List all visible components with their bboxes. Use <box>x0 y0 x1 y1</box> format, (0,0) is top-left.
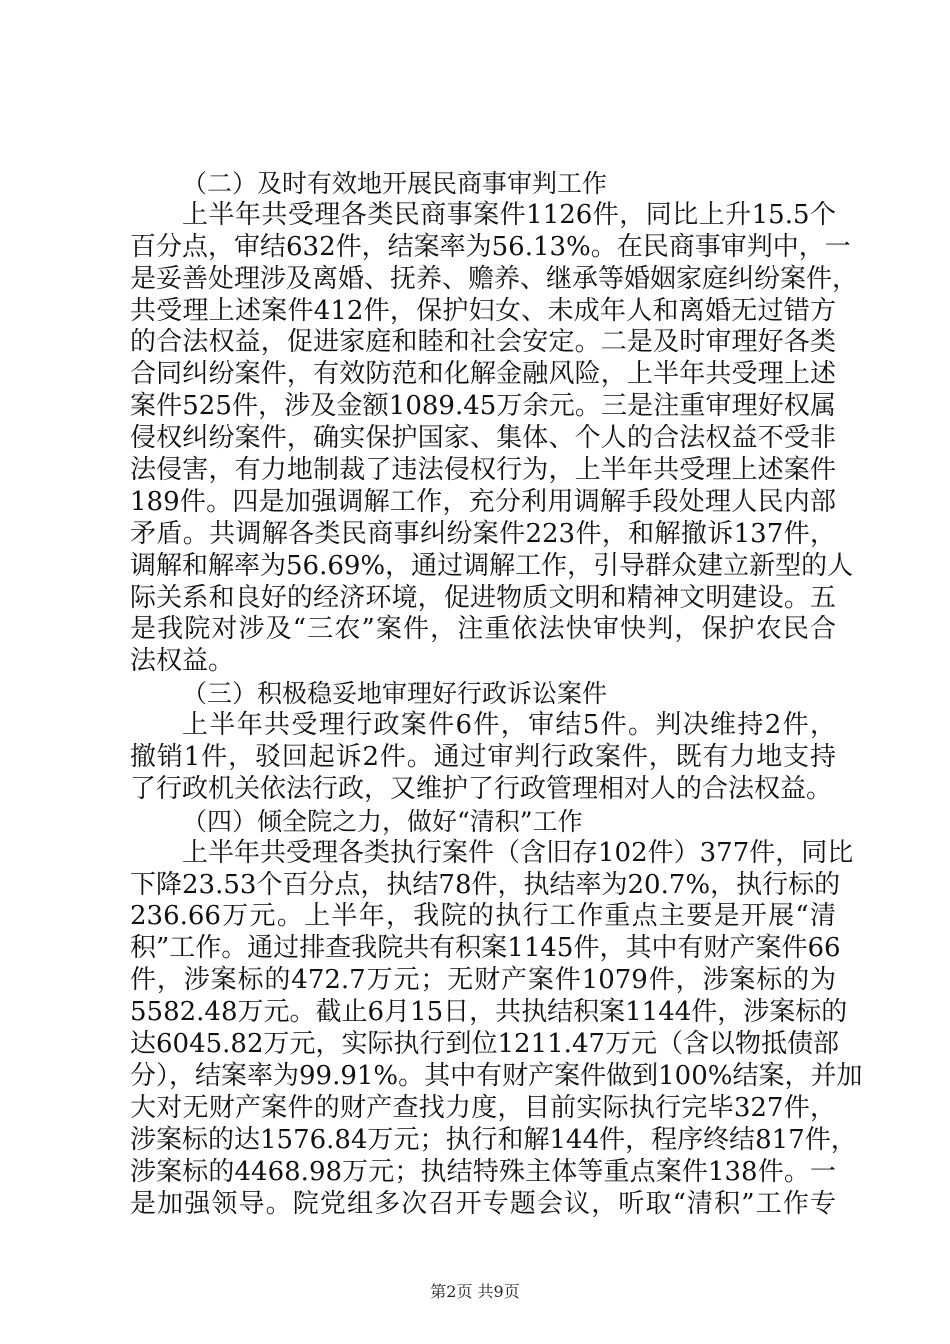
paragraph-line: 的合法权益，促进家庭和睦和社会安定。二是及时审理好各类 <box>130 327 836 358</box>
document-body <box>130 168 863 1220</box>
paragraph-line: 百分点，审结632件，结案率为56.13%。在民商事审判中，一 <box>130 231 851 262</box>
paragraph-line: 是我院对涉及“三农”案件，注重依法快审快判，保护农民合 <box>130 614 836 645</box>
paragraph-line: 达6045.82万元，实际执行到位1211.47万元（含以物抵债部 <box>130 1029 840 1060</box>
paragraph-line: 了行政机关依法行政，又维护了行政管理相对人的合法权益。 <box>130 773 833 804</box>
paragraph-line: 上半年共受理各类执行案件（含旧存102件）377件，同比 <box>182 837 854 868</box>
section-heading-administrative: （三）积极稳妥地审理好行政诉讼案件 <box>182 679 608 709</box>
paragraph-line: 法侵害，有力地制裁了违法侵权行为，上半年共受理上述案件 <box>130 455 836 486</box>
page-number-footer: 第2页 共9页 <box>430 1282 520 1301</box>
paragraph-line: 调解和解率为56.69%，通过调解工作，引导群众建立新型的人 <box>130 550 854 581</box>
paragraph-line: 大对无财产案件的财产查找力度，目前实际执行完毕327件， <box>130 1092 836 1123</box>
paragraph-line: 是加强领导。院党组多次召开专题会议，听取“清积”工作专 <box>130 1188 836 1219</box>
section-heading-enforcement: （四）倾全院之力，做好“清积”工作 <box>182 806 583 836</box>
paragraph-line: 上半年共受理行政案件6件，审结5件。判决维持2件， <box>182 710 836 741</box>
paragraph-line: 合同纠纷案件，有效防范和化解金融风险，上半年共受理上述 <box>130 359 836 390</box>
paragraph-line: 撤销1件，驳回起诉2件。通过审判行政案件，既有力地支持 <box>130 742 836 773</box>
paragraph-line: 是妥善处理涉及离婚、抚养、赡养、继承等婚姻家庭纠纷案件， <box>130 263 859 294</box>
paragraph-line: 侵权纠纷案件，确实保护国家、集体、个人的合法权益不受非 <box>130 423 836 454</box>
paragraph-line: 法权益。 <box>130 646 235 677</box>
paragraph-line: 涉案标的4468.98万元；执结特殊主体等重点案件138件。一 <box>130 1156 836 1187</box>
paragraph-line: 上半年共受理各类民商事案件1126件，同比上升15.5个 <box>182 199 836 230</box>
paragraph-line: 积”工作。通过排查我院共有积案1145件，其中有财产案件66 <box>130 933 841 964</box>
paragraph-line: 涉案标的达1576.84万元；执行和解144件，程序终结817件， <box>130 1124 857 1155</box>
paragraph-line: 5582.48万元。截止6月15日，共执结积案1144件，涉案标的 <box>130 997 848 1028</box>
section-heading-civil: （二）及时有效地开展民商事审判工作 <box>182 169 608 198</box>
paragraph-line: 分），结案率为99.91%。其中有财产案件做到100%结案，并加 <box>130 1060 863 1091</box>
paragraph-line: 矛盾。共调解各类民商事纠纷案件223件，和解撤诉137件， <box>130 518 836 549</box>
paragraph-line: 际关系和良好的经济环境，促进物质文明和精神文明建设。五 <box>130 582 836 613</box>
paragraph-line: 共受理上述案件412件，保护妇女、未成年人和离婚无过错方 <box>130 295 836 326</box>
paragraph-line: 件，涉案标的472.7万元；无财产案件1079件，涉案标的为 <box>130 965 836 996</box>
paragraph-line: 下降23.53个百分点，执结78件，执结率为20.7%，执行标的 <box>130 869 841 900</box>
paragraph-line: 236.66万元。上半年，我院的执行工作重点主要是开展“清 <box>130 901 836 932</box>
paragraph-line: 案件525件，涉及金额1089.45万余元。三是注重审理好权属 <box>130 391 836 422</box>
paragraph-line: 189件。四是加强调解工作，充分利用调解手段处理人民内部 <box>130 486 836 517</box>
